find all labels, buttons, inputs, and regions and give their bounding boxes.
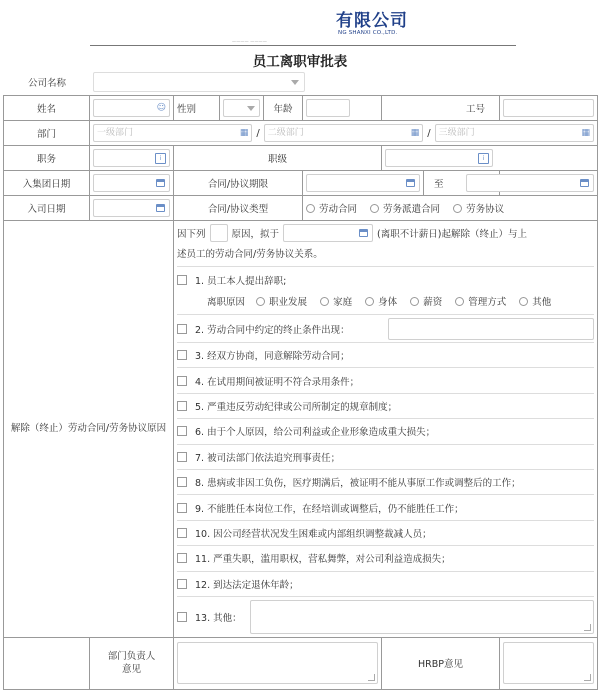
intro-suffix: (离职不计薪日)起解除（终止）与上	[377, 229, 527, 240]
reason-item-10: 10. 因公司经营状况发生困难或内部组织调整裁减人员；	[177, 521, 594, 546]
intro-prefix: 因下列	[177, 229, 206, 240]
dept-level2-placeholder: 二级部门	[267, 128, 304, 138]
logo-text-cn: 有限公司	[336, 11, 408, 31]
list-icon: ▦	[410, 128, 420, 138]
contract-type-options	[303, 196, 598, 221]
hrbp-opinion-textarea[interactable]	[503, 642, 594, 684]
employee-id-input[interactable]	[503, 99, 594, 117]
reason-checkbox[interactable]	[177, 612, 187, 622]
reason-item-8: 8. 患病或非因工负伤，医疗期满后，被证明不能从事原工作或调整后的工作；	[177, 470, 594, 495]
dept-separator: /	[427, 127, 431, 139]
approval-form-table	[3, 95, 598, 690]
reason-item-6: 6. 由于个人原因，给公司利益或企业形象造成重大损失；	[177, 419, 594, 444]
reason-item-1: 1. 员工本人提出辞职; 离职原因 职业发展 家庭 身体 薪资 管理方式 其他	[177, 267, 594, 315]
radio-icon	[453, 204, 462, 213]
reason-item-5: 5. 严重违反劳动纪律或公司所制定的规章制度；	[177, 394, 594, 419]
reason-checkbox[interactable]	[177, 452, 187, 462]
user-icon: ☺	[156, 103, 166, 113]
reason-2-text-input[interactable]	[388, 318, 594, 340]
reason-item-11: 11. 严重失职，滥用职权，营私舞弊，对公司利益造成损失；	[177, 546, 594, 571]
resize-grip-icon[interactable]	[584, 674, 591, 681]
company-entry-date-label: 入司日期	[4, 196, 90, 221]
radio-icon	[320, 297, 329, 306]
calendar-icon	[359, 229, 368, 237]
company-entry-date-input[interactable]	[93, 199, 170, 217]
form-title: 员工离职审批表	[252, 54, 348, 70]
radio-icon	[365, 297, 374, 306]
gender-select[interactable]	[223, 99, 260, 117]
logo-text-en: NG SHANXI CO.,LTD.	[338, 30, 398, 36]
resign-reason-option[interactable]: 管理方式	[455, 297, 506, 308]
reason-item-4: 4. 在试用期间被证明不符合录用条件；	[177, 368, 594, 393]
contract-type-option[interactable]: 劳务协议	[453, 204, 504, 215]
job-level-select[interactable]	[385, 149, 493, 167]
termination-intro	[177, 221, 594, 267]
reason-checkbox[interactable]	[177, 376, 187, 386]
reason-item-13: 13. 其他：	[177, 597, 594, 637]
dept-head-opinion-label: 部门负责人 意见	[90, 637, 174, 689]
row-name	[4, 96, 598, 121]
reason-count-input[interactable]	[210, 224, 228, 242]
dept-level2-select[interactable]	[264, 124, 423, 142]
intro-middle: 原因，拟于	[231, 229, 280, 240]
resign-reason-option[interactable]: 其他	[519, 297, 551, 308]
contract-end-date-input[interactable]	[466, 174, 594, 192]
row-department	[4, 121, 598, 146]
reason-checkbox[interactable]	[177, 477, 187, 487]
radio-icon	[306, 204, 315, 213]
radio-icon	[410, 297, 419, 306]
department-label: 部门	[4, 121, 90, 146]
reason-item-3: 3. 经双方协商，同意解除劳动合同；	[177, 343, 594, 368]
termination-reason-label: 解除（终止）劳动合同/劳务协议原因	[4, 221, 174, 638]
dept-level1-select[interactable]	[93, 124, 252, 142]
dept-separator: /	[256, 127, 260, 139]
row-opinions	[4, 637, 598, 689]
resign-reason-option[interactable]: 家庭	[320, 297, 352, 308]
resize-grip-icon[interactable]	[368, 674, 375, 681]
reason-checkbox[interactable]	[177, 579, 187, 589]
reason-checkbox[interactable]	[177, 350, 187, 360]
age-input[interactable]	[306, 99, 350, 117]
resign-reason-label: 离职原因	[207, 297, 246, 308]
contract-start-date-input[interactable]	[306, 174, 420, 192]
contract-to-label: 至	[424, 171, 500, 196]
calendar-icon	[156, 204, 165, 212]
job-level-label: 职级	[174, 146, 382, 171]
contract-type-option[interactable]: 劳务派遣合同	[370, 204, 440, 215]
intro-line2: 述员工的劳动合同/劳务协议关系。	[177, 249, 323, 260]
resign-reason-option[interactable]: 职业发展	[256, 297, 307, 308]
position-select[interactable]	[93, 149, 170, 167]
reason-checkbox[interactable]	[177, 401, 187, 411]
resize-grip-icon[interactable]	[584, 624, 591, 631]
radio-icon	[256, 297, 265, 306]
info-icon: i	[478, 153, 489, 164]
reason-checkbox[interactable]	[177, 426, 187, 436]
company-logo	[336, 12, 408, 37]
row-position	[4, 146, 598, 171]
dept-head-opinion-textarea[interactable]	[177, 642, 378, 684]
termination-date-input[interactable]	[283, 224, 373, 242]
dropdown-caret-icon	[291, 80, 299, 85]
reason-item-12: 12. 到达法定退休年龄；	[177, 572, 594, 597]
position-label: 职务	[4, 146, 90, 171]
reason-item-7: 7. 被司法部门依法追究刑事责任；	[177, 445, 594, 470]
name-label: 姓名	[4, 96, 90, 121]
dept-level3-placeholder: 三级部门	[438, 128, 475, 138]
other-reason-textarea[interactable]	[250, 600, 594, 634]
header-divider	[90, 45, 516, 46]
age-label: 年龄	[264, 96, 303, 121]
contract-type-option[interactable]: 劳动合同	[306, 204, 357, 215]
radio-icon	[519, 297, 528, 306]
calendar-icon	[156, 179, 165, 187]
row-termination-reasons	[4, 221, 598, 638]
group-entry-date-input[interactable]	[93, 174, 170, 192]
company-label: 公司名称	[28, 78, 67, 89]
dept-level3-select[interactable]	[435, 124, 594, 142]
dept-level1-placeholder: 一级部门	[97, 128, 134, 138]
reason-checkbox[interactable]	[177, 324, 187, 334]
reason-checkbox[interactable]	[177, 503, 187, 513]
logo-subtext: ———— ————	[232, 39, 268, 44]
reason-checkbox[interactable]	[177, 553, 187, 563]
reason-item-2: 2. 劳动合同中约定的终止条件出现：	[177, 315, 594, 343]
radio-icon	[455, 297, 464, 306]
reason-checkbox[interactable]	[177, 528, 187, 538]
radio-icon	[370, 204, 379, 213]
contract-term-label: 合同/协议期限	[174, 171, 303, 196]
row-company-entry-date	[4, 196, 598, 221]
list-icon: ▦	[581, 128, 591, 138]
info-icon: i	[155, 153, 166, 164]
company-select[interactable]	[93, 72, 305, 92]
contract-type-label: 合同/协议类型	[174, 196, 303, 221]
row-group-entry-date	[4, 171, 598, 196]
resign-reason-options	[177, 294, 594, 308]
group-entry-date-label: 入集团日期	[4, 171, 90, 196]
reason-checkbox[interactable]	[177, 275, 187, 285]
calendar-icon	[406, 179, 415, 187]
resign-reason-option[interactable]: 身体	[365, 297, 397, 308]
employee-id-label: 工号	[382, 96, 500, 121]
dropdown-caret-icon	[247, 106, 255, 111]
name-input[interactable]	[93, 99, 170, 117]
reasons-list	[177, 221, 594, 637]
list-icon: ▦	[239, 128, 249, 138]
hrbp-opinion-label: HRBP意见	[382, 637, 500, 689]
calendar-icon	[580, 179, 589, 187]
gender-label: 性别	[174, 96, 220, 121]
resign-reason-option[interactable]: 薪资	[410, 297, 442, 308]
reason-item-9: 9. 不能胜任本岗位工作，在经培训或调整后，仍不能胜任工作；	[177, 495, 594, 520]
